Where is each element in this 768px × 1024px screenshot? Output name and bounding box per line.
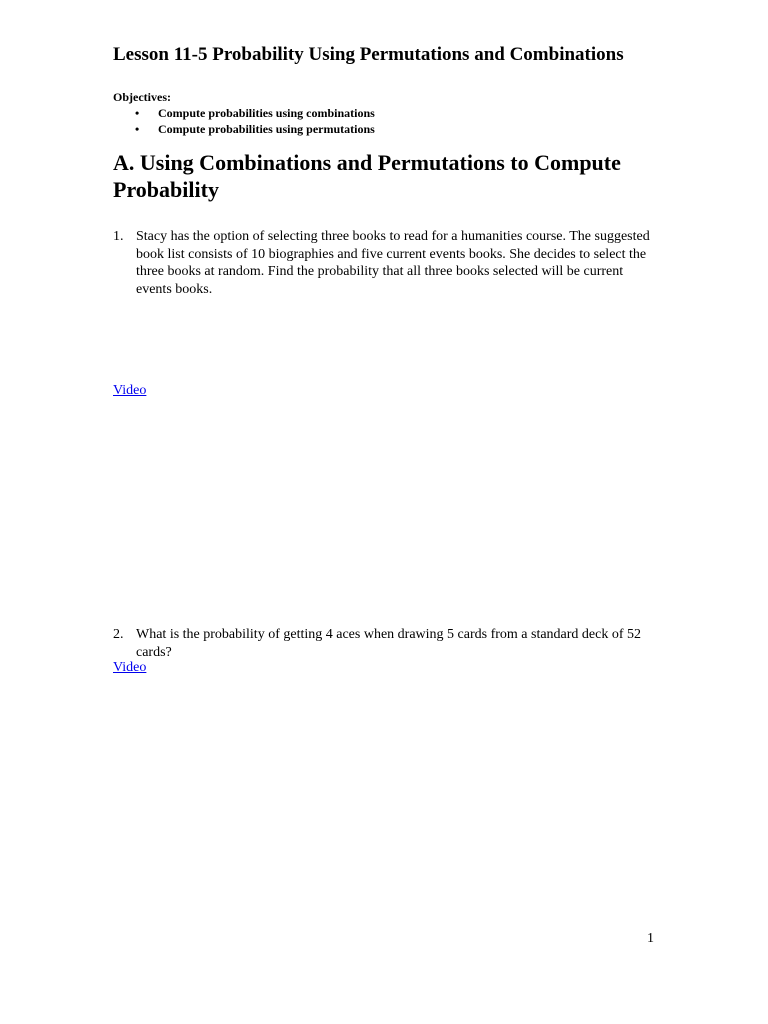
question-text: Stacy has the option of selecting three books to read for a humanities course. The suggested book list consists of 10 biographies and five current events books. She decides to select the three books at random. Find the probability that all three books selected will be current events books.: [136, 229, 650, 297]
question-1: [113, 228, 653, 298]
objective-text: Compute probabilities using combinations: [158, 106, 375, 120]
question-text: What is the probability of getting 4 aces when drawing 5 cards from a standard deck of 52 cards?: [136, 627, 642, 660]
objective-item: [113, 105, 375, 121]
question-number: 1.: [113, 229, 124, 244]
question-2: [113, 626, 653, 661]
lesson-title: Lesson 11-5 Probability Using Permutations and Combinations: [113, 44, 624, 65]
objective-text: Compute probabilities using permutations: [158, 122, 375, 136]
question-number: 2.: [113, 627, 124, 642]
bullet-icon: •: [135, 122, 140, 136]
bullet-icon: •: [135, 106, 140, 120]
objectives-label: Objectives:: [113, 90, 171, 104]
section-heading: A. Using Combinations and Permutations to Compute Probability: [113, 150, 621, 202]
objectives-list: [113, 105, 375, 137]
video-link-question-1[interactable]: Video: [113, 383, 147, 398]
objective-item: [113, 121, 375, 137]
page-number: 1: [647, 931, 654, 946]
video-link-question-2[interactable]: Video: [113, 660, 147, 675]
